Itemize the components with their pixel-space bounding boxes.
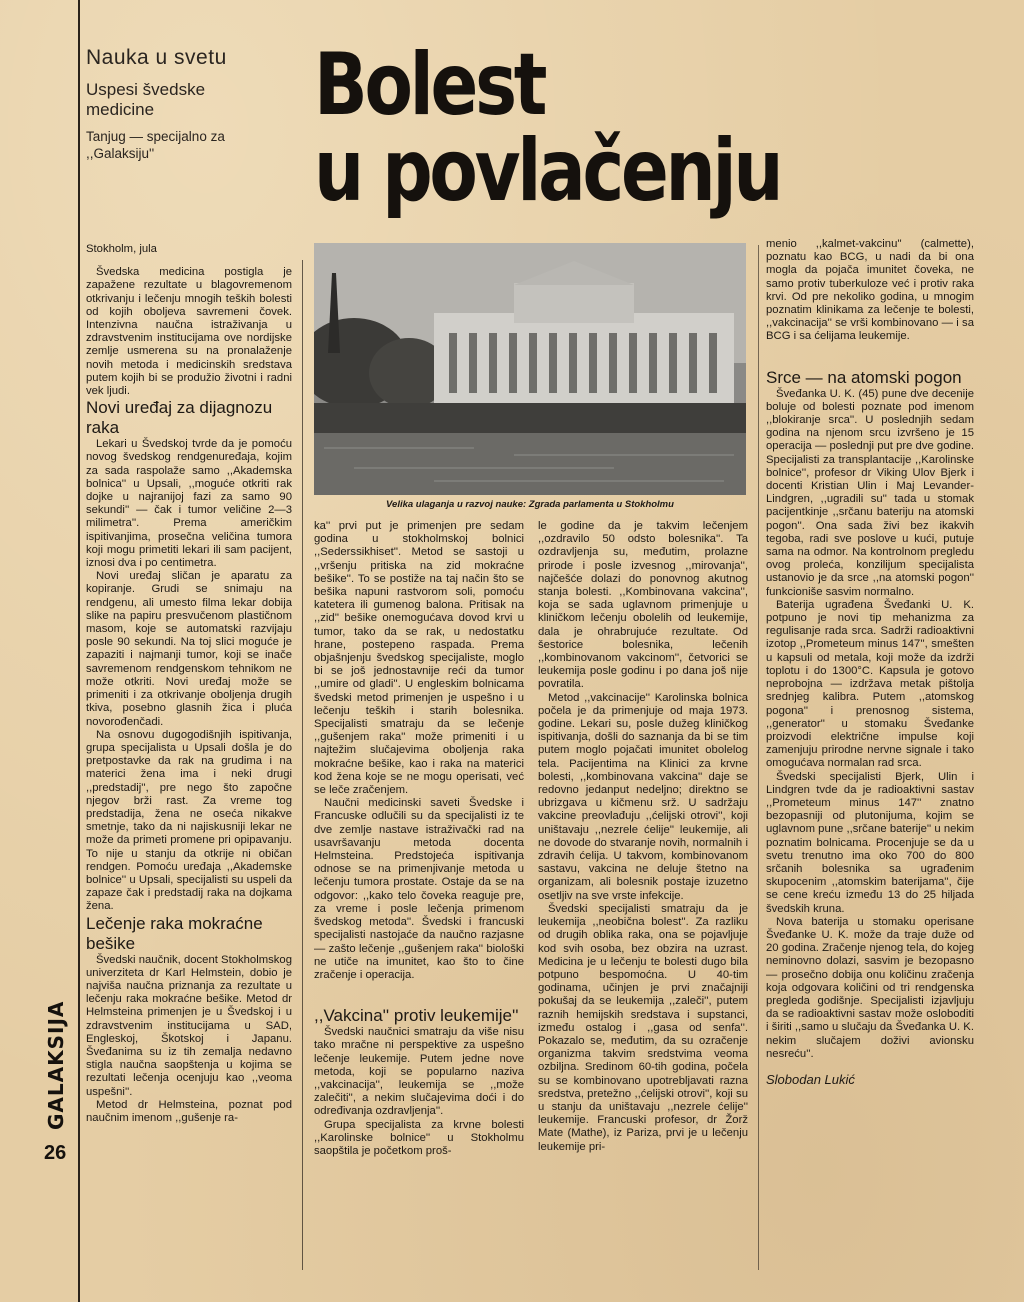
paragraph: Nova baterija u stomaku operisane Šveđanke U. K. može da traje duže od 20 godina. Zračenje njenog tela, do kojeg neminovno dolazi, sasvim je bezopasno — prosečno dobija onu količinu zračenja koja odgovara količini od tri rendgenska pregleda godišnje. Specijalisti izjavljuju da se radioaktivni sastav može osloboditi i širiti ,,samo u slučaju da Šveđanka U. K. nekim slučajem doživi avionsku nesreću''. bbox=[766, 915, 974, 1060]
paragraph: ka'' prvi put je primenjen pre sedam godina u stokholmskoj bolnici ,,Sederssikhiset''. Metod se sastoji u ,,vršenju pritiska na zid mokraćne bešike''. To se postiže na taj način što se bešika napuni rastvorom soli, pomoću katetera ili gumenog balona. Pritisak na ,,zid'' bešike onemogućava dovod krvi u tumor, tako da se rak, u nedostatku hrane, postepeno raspada. Prema objašnjenju švedskog specijaliste, moglo bi se još jednostavnije reći da tumor ,,umire od gladi''. U engleskim bolnicama švedski metod primenjen je uspešno i u lečenju teških i starih bolesnika. Specijalisti smatraju da se lečenje ,,gušenjem raka'' može primeniti i u najtežim slučajevima oboljenja raka mokraćne bešike, kao i raka na materici kod žena koje se ne mogu operisati, već se leče zračenjem. bbox=[314, 520, 524, 797]
magazine-brand-vertical: GALAKSIJA bbox=[44, 1000, 68, 1130]
parliament-building-image bbox=[314, 243, 746, 495]
paragraph: Na osnovu dugogodišnjih ispitivanja, grupa specijalista u Upsali došla je do pretpostavke da rak na grudima i na materici žena ima i neki drugi ,,predstadij'', pre nego što započne njegov brži rast. Za vreme tog predstadija, žena ne oseća nikakve smetnje, tako da ni najiskusniji lekar ne može da primeti promene pri opipavanju. To nije u stanju da otkrije ni običan rendgen. Pomoću uređaja ,,Akademske bolnice'' u Upsali, specijalisti su uspeli da zapaze čak i predstadij raka na dojkama žena. bbox=[86, 728, 292, 913]
paragraph: Švedski naučnik, docent Stokholmskog univerziteta dr Karl Helmstein, dobio je najviša naučna priznanja za rezultate u lečenju raka mokraćne bešike. Metod dr Helmsteina primenjen je u Švedskoj i u zdravstvenim institucijama u SAD, Engleskoj, Škotskoj i Japanu. Švеđanima su iz tih zemalja nedavno stigla naučna saopštenja u kojima se rezultati lečenja ocenjuju kao ,,veoma uspešni''. bbox=[86, 953, 292, 1098]
column-rule-4 bbox=[758, 245, 759, 1270]
page-number: 26 bbox=[44, 1142, 67, 1164]
paragraph: Novi uređaj sličan je aparatu za kopiranje. Grudi se snimaju na rendgenu, ali umesto filma lekar dobija slike na papiru presvučenom plastičnom masom, koje se automatski razvijaju posle 90 sekundi. Na toj slici moguće je zapaziti i najmanji tumor, koji se inače savremenom rendgenskom tehnikom ne može otkriti. Novi uređaj može se primeniti i za otkrivanje oboljenja drugih tkiva, posebno glasnih žica i pluća novorođenčadi. bbox=[86, 570, 292, 728]
article-column-1 bbox=[86, 243, 292, 1125]
headline-line-1: Bolest bbox=[314, 35, 545, 135]
paragraph: Švedski specijalisti smatraju da je leukemija ,,neobična bolest''. Za razliku od drugih oblika raka, ona se pojavljuje kod svih osoba, bez obzira na uzrast. Medicina je u lečenju te bolesti dugo bila potpuno bespomoćna. U 40-tim godinama, učinjen je prvi značajniji pokušaj da se leukemija ,,zaleči'', putem raznih hemijskih sredstava i supstanci, između ostalog i ,,gasa od senfa''. Pokazalo se, međutim, da su ozračenje organizma takvim sredstvima veoma ozbiljna. Sredinom 60-tih godina, počela su se kombinovano upotrebljavati razna sredstva, pretežno ,,ćelijski otrovi'', koji su u stanju da uništavaju ,,nezrele ćelije'' leukemije. Francuski profesor, dr Žorž Mate (Mathe), iz Pariza, prvi je u lečenju leukemije pri- bbox=[538, 902, 748, 1153]
paragraph: menio ,,kalmet-vakcinu'' (calmette), poznatu kao BCG, u nadi da bi ona mogla da pojača imunitet čoveka, ne samo protiv tuberkuloze već i protiv raka krvi. Od pre nekoliko godina, u mnogim poznatim klinikama za lečenje te bolesti, ,,vakcinacija'' se vrši kombinovano — i sa BCG i sa ćelijama leukemije. bbox=[766, 238, 974, 343]
paragraph: le godine da je takvim lečenjem ,,ozdravilo 50 odsto bolesnika''. Ta ozdravljenja su, međutim, prolazne prirode i posle izvesnog ,,mirovanja'', najčešće dolazi do ponovnog akutnog stanja bolesti. ,,Kombinovana vakcina'', koja se sada uglavnom primenjuje u kliničkom lečenju obolelih od leukemije, dala je ohrabrujuće rezultate. Od šestorice bolesnika, lečenih ,,kombinovanom vakcinom'', četvorici se leukemija posle godinu i po dana još nije povratila. bbox=[538, 520, 748, 691]
article-column-4 bbox=[766, 238, 974, 1086]
subhead-atomic-heart: Srce — na atomski pogon bbox=[766, 367, 962, 387]
paragraph: Metod dr Helmsteina, poznat pod naučnim imenom ,,gušenje ra- bbox=[86, 1098, 292, 1124]
left-margin-rule bbox=[78, 0, 80, 1302]
paragraph: Šveđanka U. K. (45) pune dve decenije boluje od bolesti poznate pod imenom ,,blokiranje srca''. U poslednjih sedam godina na njenom srcu izvršeno je 15 operacija — poslednji put pre dve godine. Specijalisti za transplantacije ,,Karolinske bolnice'', profesor dr Viking Ulov Bjerk i docenti Kristian Ulin i Maj Levander-Lindgren, ,,ugradili su'' tada u stomak pacijentkinje ,,srčanu bateriju na atomski pogon''. Ona sada živi bez ikakvih tegoba, radi sve poslove u kući, putuje sama na odmor. Na kontrolnom pregledu ovog proleća, konzilijum specijalista ustanovio je da srce ,,na atomski pogon'' funkcioniše sasvim normalno. bbox=[766, 387, 974, 598]
subhead-leukemia-vaccine: ,,Vakcina'' protiv leukemije'' bbox=[314, 1006, 519, 1026]
headline-line-2: u povlačenju bbox=[314, 121, 781, 221]
article-deck: Uspesi švedske medicine bbox=[86, 80, 206, 119]
article-column-2 bbox=[314, 520, 524, 1158]
dateline: Stokholm, jula bbox=[86, 243, 157, 255]
parliament-photo bbox=[314, 243, 746, 495]
paragraph: Baterija ugrađena Šveđanki U. K. potpuno je novi tip mehanizma za regulisanje rada srca. Sadrži radioaktivni izotop ,,Prometeum minus 147'', smešten u kapsuli od metala, koji može da izdrži toplotu i do 1300°C. Kapsula je gotovo neprobojna — izdržava metak pištolja srednjeg kalibra. Putem ,,atomskog pogona'' i prenosnog sistema, ,,generator'' u stomaku Šveđanke proizvodi električne impulse koji zamenjuju prirodne nervne signale i tako omogućava normalan rad srca. bbox=[766, 598, 974, 770]
article-source: Tanjug — specijalno za ,,Galaksiju'' bbox=[86, 129, 225, 161]
paragraph: Grupa specijalista za krvne bolesti ,,Karolinske bolnice'' u Stokholmu saopštila je početkom proš- bbox=[314, 1118, 524, 1157]
paragraph: Lekari u Švedskoj tvrde da je pomoću novog švedskog rendgenuređaja, kojim za sada raspolaže samo ,,Akademska bolnica'' u Upsali, ,,moguće otkriti rak dojke u najranijoj fazi za samo 90 sekundi'' — čak i tumor veličine 2—3 milimetra''. Prema američkim ispitivanjima, prosečna veličina tumora koji mogu primetiti lekari ili sam pacijent, iznosi dva i po centimetra. bbox=[86, 438, 292, 570]
author-signature: Slobodan Lukić bbox=[766, 1071, 855, 1087]
paragraph: Metod ,,vakcinacije'' Karolinska bolnica počela je da primenjuje od maja 1973. godine. Lekari su, posle dužeg kliničkog ispitivanja, došli do saznanja da bi se tim putem moglo pojačati imunitet obolelog tela. Pacijentima na Klinici za krvne bolesti, ,,kombinovana vakcina'' daje se redovno jedanput nedeljno; direktno se ubrizgava u kičmenu srž. U sadržaju vakcine preovlađuju ,,ćelijski otrovi'', koji uništavaju ,,nezrele ćelije'' leukemije, ali ne dovode do stvaranje novih, normalnih i zdravih ćelija. U takvom, kombinovanom sastavu, vakcina ne deluje štetno na organizam, ali bolesnik postaje izuzetno osetljiv na sve vrste infekcije. bbox=[538, 691, 748, 902]
section-kicker: Nauka u svetu bbox=[86, 46, 227, 69]
paragraph: Švedski specijalisti Bjerk, Ulin i Lindgren tvde da je radioaktivni sastav ,,Prometeum minus 147'' znatno bezopasniji od plutonijuma, kojim se uglavnom pune ,,srčane baterije'' u nekim poznatim bolnicama. Procenjuje se da u svetu trenutno ima oko 700 do 800 srčanih bolesnika sa ugrađenim skupocenim ,,atomskim baterijama'', čije se cene kreću između 13 do 25 hiljada švedskih kruna. bbox=[766, 770, 974, 915]
column-rule-1 bbox=[302, 260, 303, 1270]
paragraph: Švedski naučnici smatraju da više nisu tako mračne ni perspektive za uspešno lečenje leukemije. Putem jedne nove metoda, koji se popularno naziva ,,vakcinacija'', leukemija se ,,može zalečiti'', a nekim slučajevima doći i do određivanja ozdravljenja''. bbox=[314, 1026, 524, 1118]
subhead-bladder-cancer: Lečenje raka mokraćne bešike bbox=[86, 913, 263, 953]
article-column-3 bbox=[538, 520, 748, 1154]
subhead-diagnosis-device: Novi uređaj za dijagnozu raka bbox=[86, 398, 273, 438]
photo-caption: Velika ulaganja u razvoj nauke: Zgrada parlamenta u Stokholmu bbox=[386, 499, 674, 510]
paragraph: Naučni medicinski saveti Švedske i Francuske odlučili su da specijalisti iz te dve zemlje nastave istraživački rad na usavršavanju metoda docenta Helmsteina. Predstojeća ispitivanja odnose se na primenjivanje metoda u lečenju tumora prostate. Ostaje da se na odgovor: ,,kako telo čoveka reaguje pre, za vreme i posle lečenja primenom švedskog metoda''. Švedski i francuski specijalisti nastojaće da naučno razjasne — zašto lečenje ,,gušenjem raka'' biološki ne utiče na imunitet, kao što to čine zračenje i operacija. bbox=[314, 797, 524, 981]
intro-paragraph: Švedska medicina postigla je zapažene rezultate u blagovremenom otkrivanju i lečenju mnogih teških bolesti od kojih oboljeva savremeni čovek. Intenzivna naučna istraživanja u zdravstvenim institucijama ove nordijske zemlje usmerena su na pronalaženje novih metoda i medicinskih sredstava putem kojih bi se produžio životni i radni vek ljudi. bbox=[86, 266, 292, 398]
